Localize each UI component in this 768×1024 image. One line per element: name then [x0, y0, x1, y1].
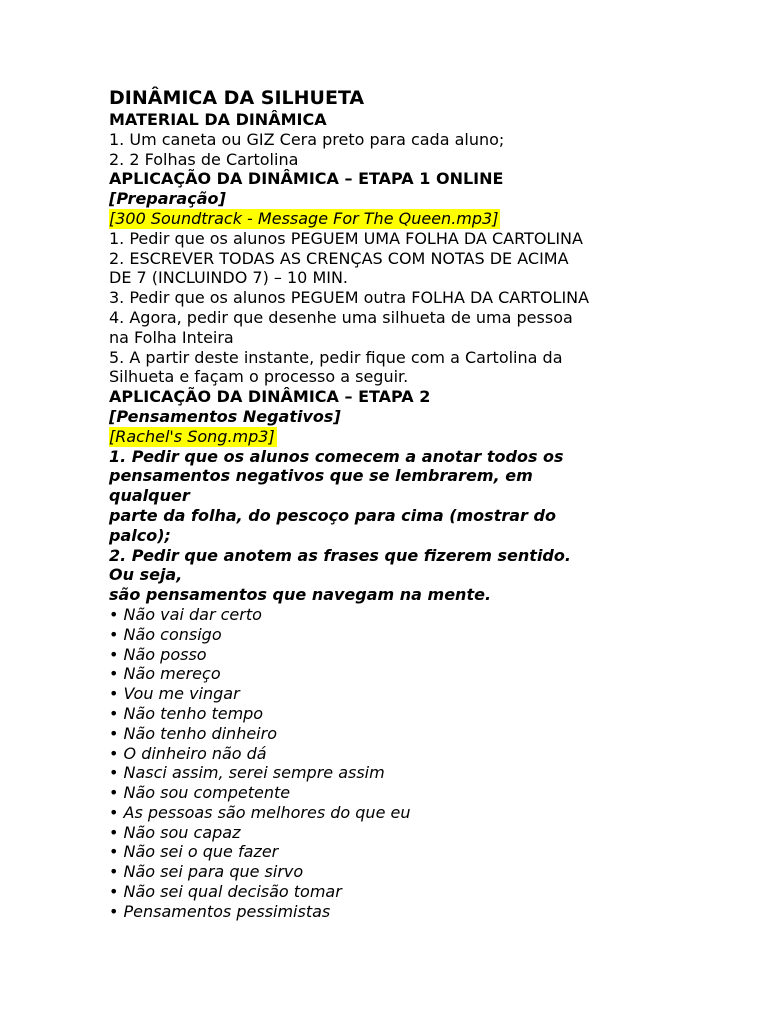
bullet-item: • Vou me vingar	[109, 684, 240, 704]
material-heading: MATERIAL DA DINÂMICA	[109, 110, 327, 129]
etapa2-instruction: Ou seja,	[109, 565, 183, 585]
etapa2-subheading: [Pensamentos Negativos]	[109, 406, 341, 426]
bullet-item: • Não sou capaz	[109, 822, 241, 842]
etapa2-instruction: palco);	[109, 525, 171, 545]
bullet-item: • Nasci assim, serei sempre assim	[109, 763, 385, 783]
etapa2-instruction: são pensamentos que navegam na mente.	[109, 585, 492, 605]
etapa2-music-highlight: [Rachel's Song.mp3]	[109, 426, 275, 446]
etapa2-instruction: 1. Pedir que os alunos comecem a anotar todos os	[109, 446, 564, 466]
etapa1-line: 1. Pedir que os alunos PEGUEM UMA FOLHA DA CARTOLINA	[109, 228, 583, 248]
bullet-item: • Não consigo	[109, 624, 222, 644]
etapa1-line: na Folha Inteira	[109, 327, 234, 347]
etapa1-heading: APLICAÇÃO DA DINÂMICA – ETAPA 1 ONLINE	[109, 169, 504, 189]
etapa1-line: 4. Agora, pedir que desenhe uma silhueta de uma pessoa	[109, 307, 573, 327]
etapa2-instruction: pensamentos negativos que se lembrarem, em	[109, 466, 533, 486]
etapa2-heading: APLICAÇÃO DA DINÂMICA – ETAPA 2	[109, 387, 431, 407]
page-title: DINÂMICA DA SILHUETA	[109, 87, 365, 109]
etapa1-line: 2. ESCREVER TODAS AS CRENÇAS COM NOTAS DE ACIMA	[109, 248, 569, 268]
etapa1-music-highlight: [300 Soundtrack - Message For The Queen.mp3]	[109, 208, 499, 228]
etapa1-line: 3. Pedir que os alunos PEGUEM outra FOLHA DA CARTOLINA	[109, 288, 590, 308]
etapa1-line: 5. A partir deste instante, pedir fique com a Cartolina da	[109, 347, 563, 367]
bullet-item: • Não sei qual decisão tomar	[109, 882, 342, 902]
etapa2-instruction: 2. Pedir que anotem as frases que fizerem sentido.	[109, 545, 571, 565]
bullet-item: • Pensamentos pessimistas	[109, 901, 331, 921]
bullet-item: • Não tenho tempo	[109, 703, 264, 723]
etapa2-instruction: parte da folha, do pescoço para cima (mostrar do	[109, 505, 556, 525]
bullet-item: • Não posso	[109, 644, 207, 664]
bullet-item: • Não sei para que sirvo	[109, 862, 304, 882]
etapa2-instruction: qualquer	[109, 486, 190, 506]
material-item: 1. Um caneta ou GIZ Cera preto para cada aluno;	[109, 129, 505, 149]
etapa1-subheading: [Preparação]	[109, 189, 226, 209]
bullet-item: • Não mereço	[109, 664, 221, 684]
bullet-item: • Não sou competente	[109, 783, 291, 803]
document-body	[109, 86, 709, 922]
bullet-item: • Não sei o que fazer	[109, 842, 279, 862]
bullet-item: • As pessoas são melhores do que eu	[109, 802, 411, 822]
etapa1-line: Silhueta e façam o processo a seguir.	[109, 367, 409, 387]
bullet-item: • Não vai dar certo	[109, 604, 262, 624]
etapa1-line: DE 7 (INCLUINDO 7) – 10 MIN.	[109, 268, 349, 288]
bullet-item: • O dinheiro não dá	[109, 743, 267, 763]
bullet-item: • Não tenho dinheiro	[109, 723, 277, 743]
material-item: 2. 2 Folhas de Cartolina	[109, 149, 299, 169]
